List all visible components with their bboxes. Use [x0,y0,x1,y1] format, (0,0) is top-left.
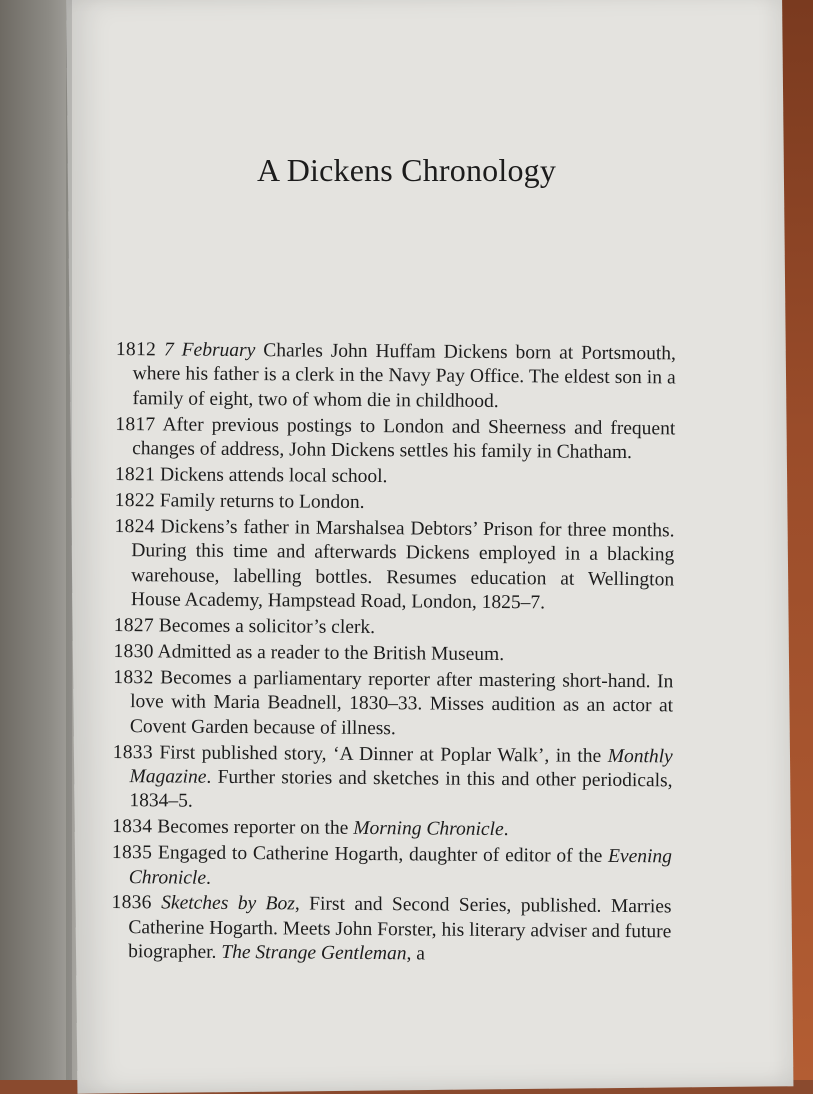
chronology-list [111,338,676,971]
entry-year: 1832 [113,666,154,689]
entry-text: Family returns to London. [159,490,365,513]
entry-text: . [503,819,509,841]
entry-text: Dickens attends local school. [159,464,388,488]
entry-year: 1821 [114,464,156,486]
entry-year: 1833 [112,741,154,763]
entry-italic-title: Morning Chronicle [353,818,504,841]
chronology-entry [115,338,676,416]
chronology-entry [112,841,672,894]
entry-year: 1830 [113,640,154,663]
entry-text: , First and Second Series, published. Marries Catherine Hogarth. Meets John Forster, his literary adviser and future biographer. [128,893,672,964]
entry-year: 1822 [114,489,156,512]
chronology-entry [114,614,674,643]
entry-date: 7 February [163,339,256,362]
entry-text: Dickens’s father in Marshalsea Debtors’ Prison for three months. During this time and afterwards Dickens employed in a blacking warehouse, labelling bottles. Resumes education at Wellington House Academy, Hampstead Road, London, 1825–7. [130,516,675,614]
entry-text: Becomes a parliamentary reporter after mastering short-hand. In love with Maria Beadnell, 1830–33. Misses audition as an actor at Covent Garden because of illness. [129,667,674,739]
chronology-entry [114,515,675,617]
entry-year: 1824 [114,515,155,538]
chronology-entry [115,463,675,492]
chronology-entry [113,640,673,669]
entry-text: , a [406,943,426,965]
entry-year: 1834 [112,816,153,838]
entry-text: Admitted as a reader to the British Museum. [157,641,505,665]
entry-italic-title: Monthly Magazine [129,745,673,788]
chronology-entry [115,413,675,466]
entry-text: Becomes a solicitor’s clerk. [158,615,376,639]
entry-text: . Further stories and sketches in this and other periodicals, 1834–5. [129,766,673,812]
entry-year: 1812 [115,338,157,361]
entry-text: First published story, ‘A Dinner at Poplar Walk’, in the [159,741,608,767]
entry-text: . [205,867,212,889]
chronology-entry [112,740,673,818]
chronology-entry [112,815,672,844]
entry-text: Engaged to Catherine Hogarth, daughter of editor of the [157,842,609,868]
entry-year: 1827 [113,614,155,637]
chronology-entry [111,891,672,969]
entry-year: 1836 [111,892,152,914]
entry-year: 1835 [111,842,153,864]
entry-italic-title: The Strange Gentleman [221,942,407,965]
entry-italic-title: Sketches by Boz [161,892,295,915]
entry-year: 1817 [115,413,156,436]
entry-text: Becomes reporter on the [157,816,354,840]
chronology-entry [115,489,675,518]
entry-text: After previous postings to London and Sheerness and frequent changes of address, John Dickens settles his family in Chatham. [132,414,676,464]
chronology-entry [113,666,674,744]
entry-text: Charles John Huffam Dickens born at Portsmouth, where his father is a clerk in the Navy Pay Office. The eldest son in a family of eight, two of whom die in childhood. [132,340,677,412]
page-title: A Dickens Chronology [256,152,557,188]
entry-italic-title: Evening Chronicle [128,846,673,889]
